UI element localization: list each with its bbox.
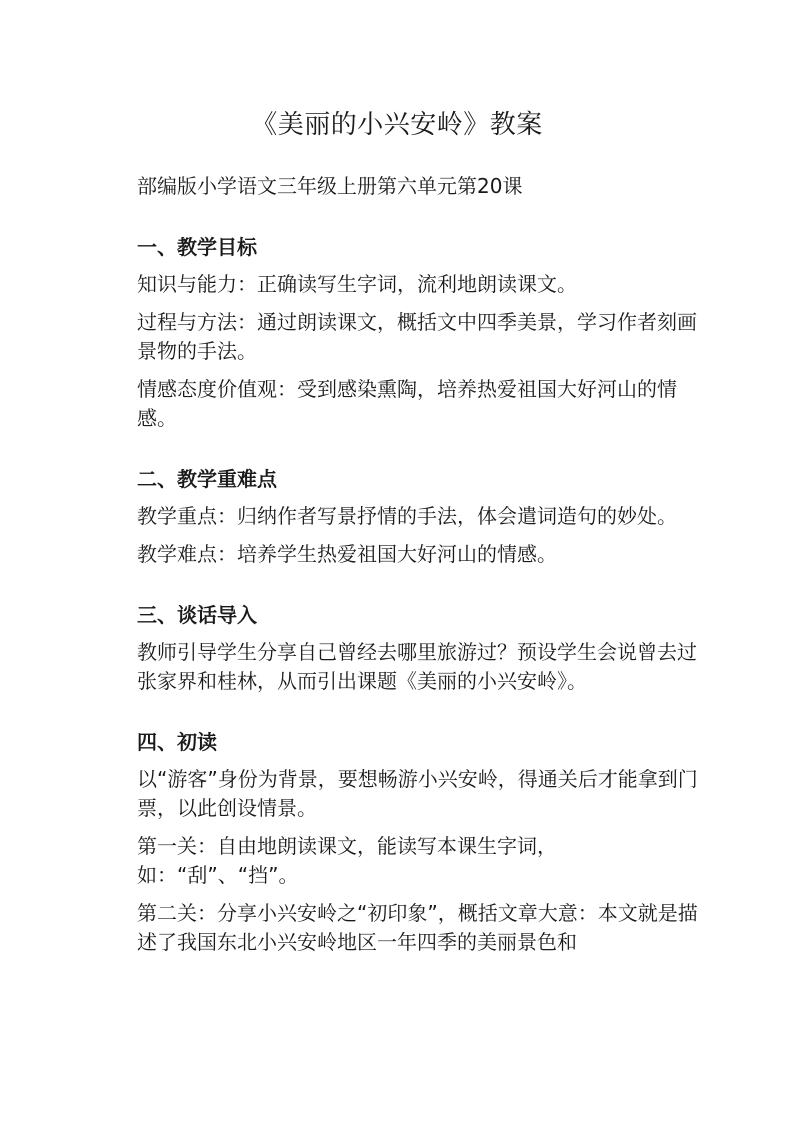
section-heading: 二、教学重难点: [137, 467, 277, 491]
paragraph: 教学重点：归纳作者写景抒情的手法，体会遣词造句的妙处。: [137, 504, 677, 528]
section-first-reading: [137, 727, 698, 957]
paragraph: 以“游客”身份为背景，要想畅游小兴安岭，得通关后才能拿到门票，以此创设情景。: [137, 767, 698, 820]
paragraph: 过程与方法：通过朗读课文，概括文中四季美景，学习作者刻画景物的手法。: [137, 310, 697, 363]
section-heading: 一、教学目标: [137, 235, 257, 259]
paragraph: 第一关：自由地朗读课文，能读写本课生字词，如：“刮”、“挡”。: [137, 834, 557, 887]
paragraph: 第二关：分享小兴安岭之“初印象”，概括文章大意：本文就是描述了我国东北小兴安岭地区一年四季的美丽景色和: [137, 901, 698, 954]
section-heading: 三、谈话导入: [137, 603, 257, 627]
section-heading: 四、初读: [137, 730, 217, 754]
document-title: 《美丽的小兴安岭》教案: [251, 110, 543, 140]
paragraph: 情感态度价值观：受到感染熏陶，培养热爱祖国大好河山的情感。: [137, 377, 677, 430]
document-subtitle: 部编版小学语文三年级上册第六单元第20课: [137, 174, 523, 198]
section-key-points: [137, 464, 698, 569]
section-introduction: [137, 600, 698, 696]
section-teaching-goals: [137, 232, 698, 433]
paragraph: 教学难点：培养学生热爱祖国大好河山的情感。: [137, 542, 557, 566]
paragraph: 知识与能力：正确读写生字词，流利地朗读课文。: [137, 272, 577, 296]
paragraph: 教师引导学生分享自己曾经去哪里旅游过？预设学生会说曾去过张家界和桂林，从而引出课题《美丽的小兴安岭》。: [137, 640, 697, 693]
